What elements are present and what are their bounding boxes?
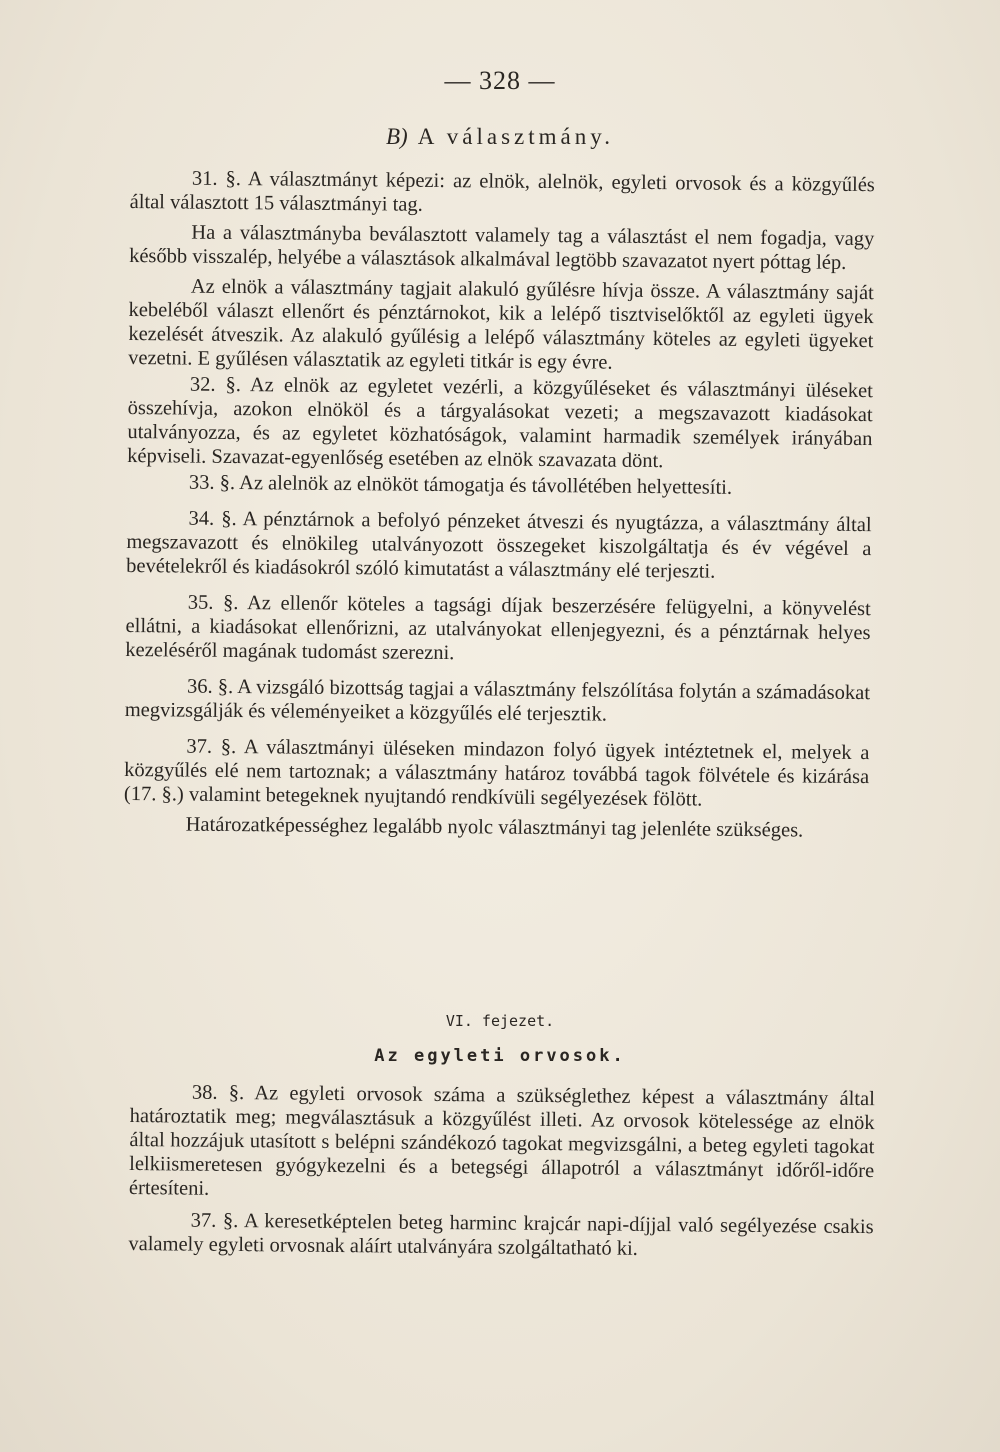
chapter-body <box>128 1080 875 1263</box>
paragraph-32: 32. §. Az elnök az egyletet vezérli, a közgyűléseket és választmányi üléseket összehívja, azokon elnököl és a tárgyalásokat vezeti; a megszavazott kiadásokat utalványozza, és az egyletet közhatóságok, valamint harmadik személyek irányában képviseli. Szavazat-egyenlőség esetében az elnök szavazata dönt. <box>127 373 873 473</box>
section-body <box>124 166 875 843</box>
section-heading <box>0 124 1000 150</box>
paragraph-31-ha: Ha a választmányba beválasztott valamely tag a választást el nem fogadja, vagy később visszalép, helyébe a választások alkalmával legtöbb szavazatot nyert póttag lép. <box>129 221 875 274</box>
paragraph-31: 31. §. A választmányt képezi: az elnök, alelnök, egyleti orvosok és a közgyűlés által választott 15 választmányi tag. <box>129 167 875 216</box>
section-letter: B) <box>385 124 408 149</box>
page-number: — 328 — <box>444 66 556 95</box>
paragraph-37-hatarozat: Határozatképességhez legalább nyolc választmányi tag jelenléte szükséges. <box>185 813 804 842</box>
paragraph-34: 34. §. A pénztárnok a befolyó pénzeket átveszi és nyugtázza, a választmány által megszavazott és elnökileg utalványozott összegeket kiszolgáltatja és év végével a bevételekről és kiadásokról szóló kimutatást a választmány elé terjeszti. <box>126 507 872 583</box>
paragraph-35: 35. §. Az ellenőr köteles a tagsági díjak beszerzésére felügyelni, a könyvelést ellátni, a kiadásokat ellenőrizni, az utalványokat ellenjegyezni, és a pénztárnak helyes kezeléséről magának tudomást szerezni. <box>125 591 871 665</box>
chapter-label: VI. fejezet. <box>445 1012 555 1030</box>
section-title: A választmány. <box>417 124 615 149</box>
chapter-title: Az egyleti orvosok. <box>374 1046 626 1066</box>
paragraph-36: 36. §. A vizsgáló bizottság tagjai a választmány felszólítása folytán a számadásokat megvizsgálják és véleményeiket a közgyűlés elé terjesztik. <box>124 675 871 726</box>
paragraph-37: 37. §. A választmányi üléseken mindazon folyó ügyek intéztetnek el, melyek a közgyűlés elé nem tartoznak; a választmány határoz továbbá tagok fölvétele és kizárása (17. §.) valamint betegeknek nyujtandó rendkívüli segélyezések fölött. <box>123 735 870 811</box>
paragraph-31-elnok: Az elnök a választmány tagjait alakuló gyűlésre hívja össze. A választmány saját kebeléből választ ellenőrt és pénztárnokot, kik a lelépő tisztviselőktől az egyleti ügyek kezelését átveszik. Az alakuló gyűlésig a lelépő választmány köteles az egyleti ügyeket vezetni. E gyűlésen választatik az egyleti titkár is egy évre. <box>128 275 874 374</box>
paragraph-38: 38. §. Az egyleti orvosok száma a szükséglethez képest a választmány által határoztatik meg; megválasztásuk a közgyűlést illeti. Az orvosok kötelessége az elnök által hozzájuk utasított s belépni szándékozó tagokat megvizsgálni, a beteg egyleti tagokat lelkiismeretesen gyógykezelni és a betegségi állapotról a választmányt időről-időre értesíteni. <box>128 1081 875 1200</box>
paragraph-33: 33. §. Az alelnök az elnököt támogatja és távollétében helyettesíti. <box>188 471 733 499</box>
paragraph-37-keresetkeptelen: 37. §. A keresetképtelen beteg harminc krajcár napi-díjjal való segélyezése csakis valamely egyleti orvosnak aláírt utalványára szolgáltatható ki. <box>128 1209 874 1260</box>
